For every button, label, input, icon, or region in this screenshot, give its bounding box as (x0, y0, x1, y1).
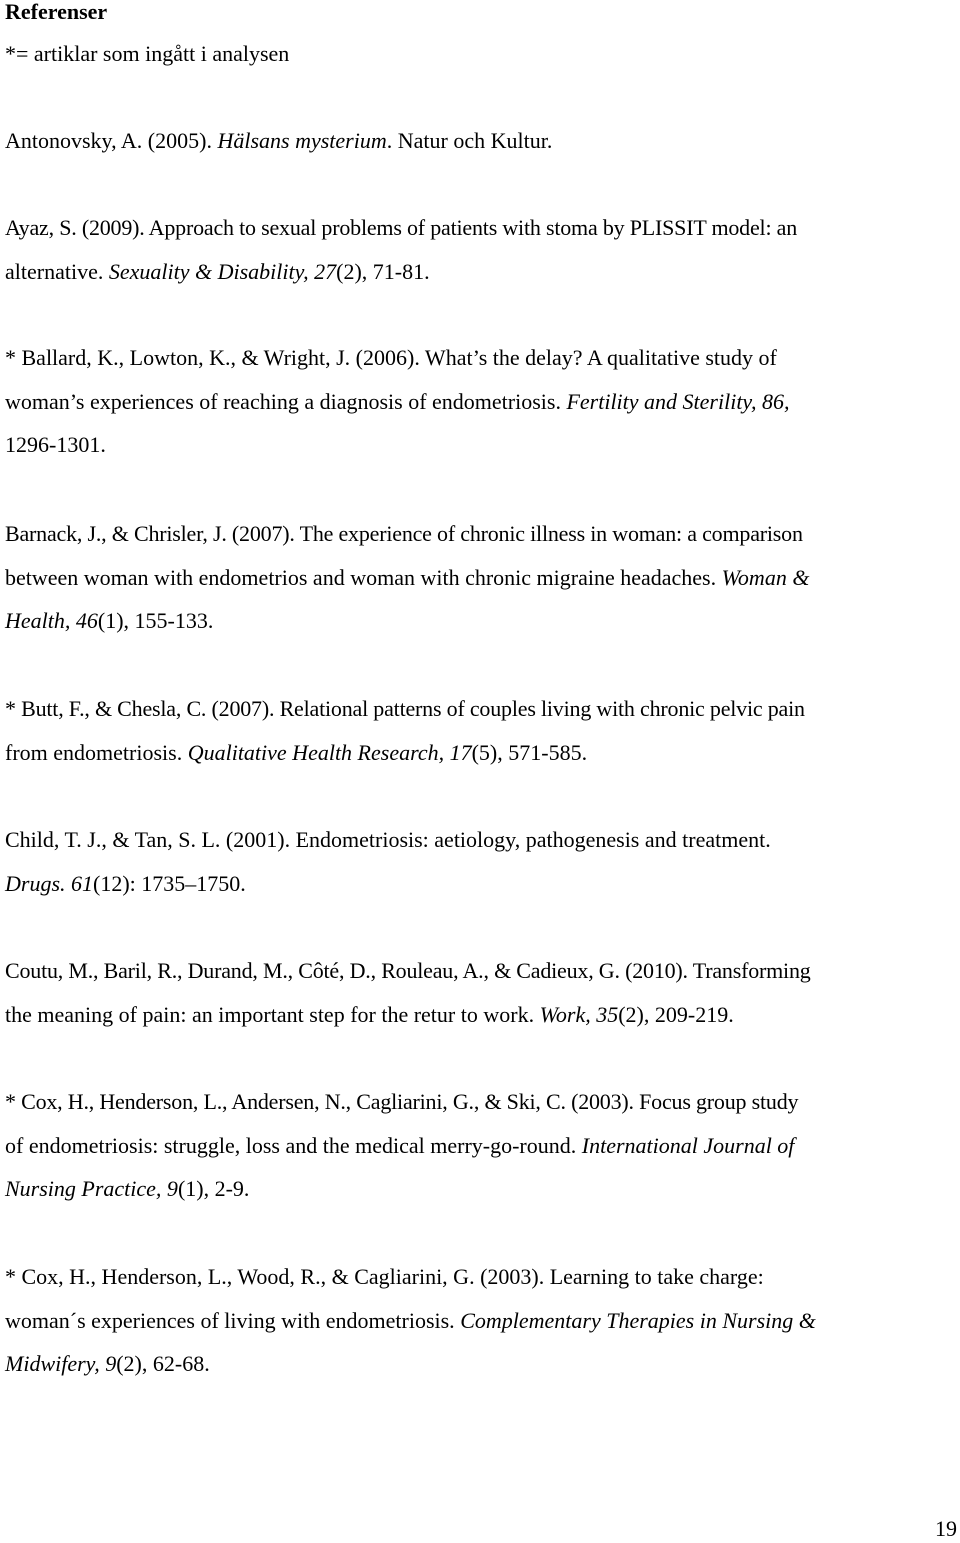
reference-italic-text: Nursing Practice, 9 (5, 1176, 178, 1201)
reference-line (5, 731, 957, 775)
reference-text: * Ballard, K., Lowton, K., & Wright, J. (2006). What’s the delay? A qualitative study of (5, 345, 777, 370)
page-number: 19 (935, 1516, 957, 1541)
reference-text: (2), 71-81. (336, 258, 430, 284)
analysis-note: *= artiklar som ingått i analysen (5, 41, 290, 66)
reference-entry (5, 1080, 957, 1211)
reference-text: from endometriosis. (5, 739, 188, 765)
reference-line (5, 862, 957, 906)
reference-italic-text: Health, 46 (5, 608, 98, 633)
reference-text: Ayaz, S. (2009). Approach to sexual problems of patients with stoma by PLISSIT model: an (5, 215, 798, 240)
reference-italic-text: Complementary Therapies in Nursing & (460, 1307, 816, 1333)
reference-text: * Cox, H., Henderson, L., Andersen, N., Cagliarini, G., & Ski, C. (2003). Focus group study (5, 1089, 799, 1114)
reference-italic-text: Qualitative Health Research, 17 (187, 739, 472, 765)
reference-entry (5, 336, 957, 467)
reference-text: (1), 155-133. (97, 608, 214, 633)
reference-entry (5, 206, 957, 293)
reference-text: woman’s experiences of reaching a diagnosis of endometriosis. (5, 388, 567, 414)
reference-line (5, 1299, 957, 1343)
reference-italic-text: Work, 35 (539, 1001, 619, 1027)
reference-line (5, 599, 957, 643)
reference-text: alternative. (5, 258, 109, 284)
reference-text: between woman with endometrios and woman with chronic migraine headaches. (5, 564, 722, 590)
reference-italic-text: Woman & (721, 564, 810, 590)
reference-text: of endometriosis: struggle, loss and the medical merry-go-round. (5, 1132, 582, 1158)
reference-line (5, 119, 957, 163)
reference-line (5, 818, 957, 862)
reference-italic-text: Midwifery, 9 (5, 1351, 117, 1376)
reference-text: (2), 62-68. (116, 1351, 210, 1376)
reference-text: (12): 1735–1750. (93, 870, 246, 896)
reference-entry (5, 818, 957, 905)
reference-text: Antonovsky, A. (2005). (5, 128, 218, 153)
reference-text: Child, T. J., & Tan, S. L. (2001). Endometriosis: aetiology, pathogenesis and treatment. (5, 827, 771, 852)
reference-line (5, 250, 957, 294)
reference-italic-text: Hälsans mysterium (217, 128, 387, 153)
reference-text: the meaning of pain: an important step for the retur to work. (5, 1001, 540, 1027)
reference-text: (5), 571-585. (471, 739, 588, 765)
reference-line (5, 993, 957, 1037)
reference-text: Barnack, J., & Chrisler, J. (2007). The experience of chronic illness in woman: a comparison (5, 521, 803, 546)
reference-entry (5, 687, 957, 774)
reference-line (5, 1342, 957, 1386)
reference-line (5, 687, 957, 731)
reference-text: (2), 209-219. (618, 1001, 734, 1027)
reference-entry (5, 1255, 957, 1386)
reference-italic-text: Fertility and Sterility, 86, (566, 388, 790, 414)
reference-line (5, 512, 957, 556)
reference-line (5, 1255, 957, 1299)
reference-line (5, 423, 957, 467)
reference-text: woman´s experiences of living with endometriosis. (5, 1307, 461, 1333)
reference-line (5, 1167, 957, 1211)
reference-line (5, 336, 957, 380)
reference-italic-text: International Journal of (581, 1132, 795, 1158)
reference-entry (5, 949, 957, 1036)
reference-entry (5, 119, 957, 163)
reference-line (5, 206, 957, 250)
reference-text: Coutu, M., Baril, R., Durand, M., Côté, D., Rouleau, A., & Cadieux, G. (2010). Transforming (5, 958, 811, 983)
reference-italic-text: Drugs. 61 (5, 870, 94, 896)
reference-line (5, 1124, 957, 1168)
reference-text: 1296-1301. (5, 432, 106, 457)
reference-line (5, 949, 957, 993)
reference-line (5, 1080, 957, 1124)
reference-text: (1), 2-9. (177, 1176, 250, 1201)
page-heading: Referenser (5, 0, 108, 24)
reference-italic-text: Sexuality & Disability, 27 (108, 258, 337, 284)
reference-entry (5, 512, 957, 643)
reference-line (5, 556, 957, 600)
reference-text: * Butt, F., & Chesla, C. (2007). Relational patterns of couples living with chronic pelvic pain (5, 696, 805, 721)
reference-text: * Cox, H., Henderson, L., Wood, R., & Cagliarini, G. (2003). Learning to take charge: (5, 1264, 764, 1289)
reference-line (5, 380, 957, 424)
reference-text: . Natur och Kultur. (386, 128, 553, 153)
